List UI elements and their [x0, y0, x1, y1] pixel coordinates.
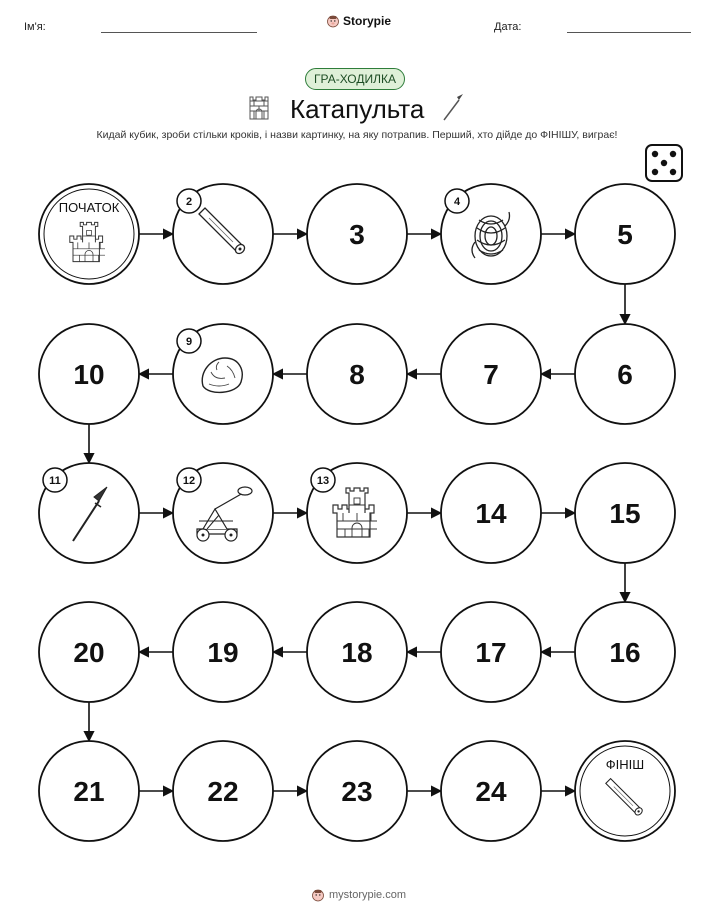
- board-cell: [39, 741, 139, 841]
- cell-number: 11: [49, 475, 61, 487]
- board-cell: [307, 324, 407, 424]
- board-cell: [441, 602, 541, 702]
- finish-cell: [575, 741, 675, 841]
- cell-number: 12: [182, 475, 196, 487]
- instructions: Кидай кубик, зроби стільки кроків, і назви картинку, на яку потрапив. Перший, хто дійде до ФІНІШУ, виграє!: [96, 129, 618, 141]
- board-cell: [307, 602, 407, 702]
- cell-number: 13: [316, 475, 330, 487]
- name-label: Ім'я:: [24, 21, 46, 33]
- cell-number: 21: [73, 776, 105, 807]
- board-cell: [575, 324, 675, 424]
- board-cell: [575, 463, 675, 563]
- board-cell: [575, 184, 675, 284]
- board-cell: [575, 602, 675, 702]
- date-label: Дата:: [494, 21, 522, 33]
- cell-number: 5: [617, 219, 633, 250]
- board-cell: [441, 741, 541, 841]
- cell-number: 14: [475, 498, 507, 529]
- cell-number: 10: [73, 359, 105, 390]
- cell-number: 18: [341, 637, 373, 668]
- cell-number: 7: [483, 359, 499, 390]
- start-label: ПОЧАТОК: [58, 200, 120, 215]
- pig-icon: [311, 888, 325, 902]
- cell-number: 3: [349, 219, 365, 250]
- footer-site: mystorypie.com: [329, 889, 407, 901]
- board-cell: [173, 463, 273, 563]
- cell-number: 22: [207, 776, 239, 807]
- cell-number: 2: [185, 196, 193, 208]
- board-cell: [173, 602, 273, 702]
- board-cell: [173, 741, 273, 841]
- board-cell: [39, 324, 139, 424]
- cell-number: 9: [185, 336, 193, 348]
- board-cell: [173, 184, 273, 284]
- board-cell: [307, 741, 407, 841]
- cell-number: 17: [475, 637, 507, 668]
- page-title: Катапульта: [290, 94, 425, 124]
- board-cell: [307, 463, 407, 563]
- board-cell: [441, 184, 541, 284]
- cell-number: 15: [609, 498, 641, 529]
- cell-number: 24: [475, 776, 507, 807]
- cell-number: 20: [73, 637, 105, 668]
- game-type-badge: ГРА-ХОДИЛКА: [305, 68, 405, 90]
- board-cell: [173, 324, 273, 424]
- board-cell: [441, 463, 541, 563]
- cell-number: 19: [207, 637, 239, 668]
- brand-name: Storypie: [343, 14, 392, 28]
- footer: [311, 888, 406, 902]
- board-cell: [441, 324, 541, 424]
- board-cell: [39, 463, 139, 563]
- start-cell: [39, 184, 139, 284]
- finish-label: ФІНІШ: [605, 757, 645, 772]
- board-cell: [307, 184, 407, 284]
- cell-number: 16: [609, 637, 641, 668]
- board-cell: [39, 602, 139, 702]
- cell-number: 8: [349, 359, 365, 390]
- cell-number: 4: [453, 196, 461, 208]
- cell-number: 6: [617, 359, 633, 390]
- cell-number: 23: [341, 776, 373, 807]
